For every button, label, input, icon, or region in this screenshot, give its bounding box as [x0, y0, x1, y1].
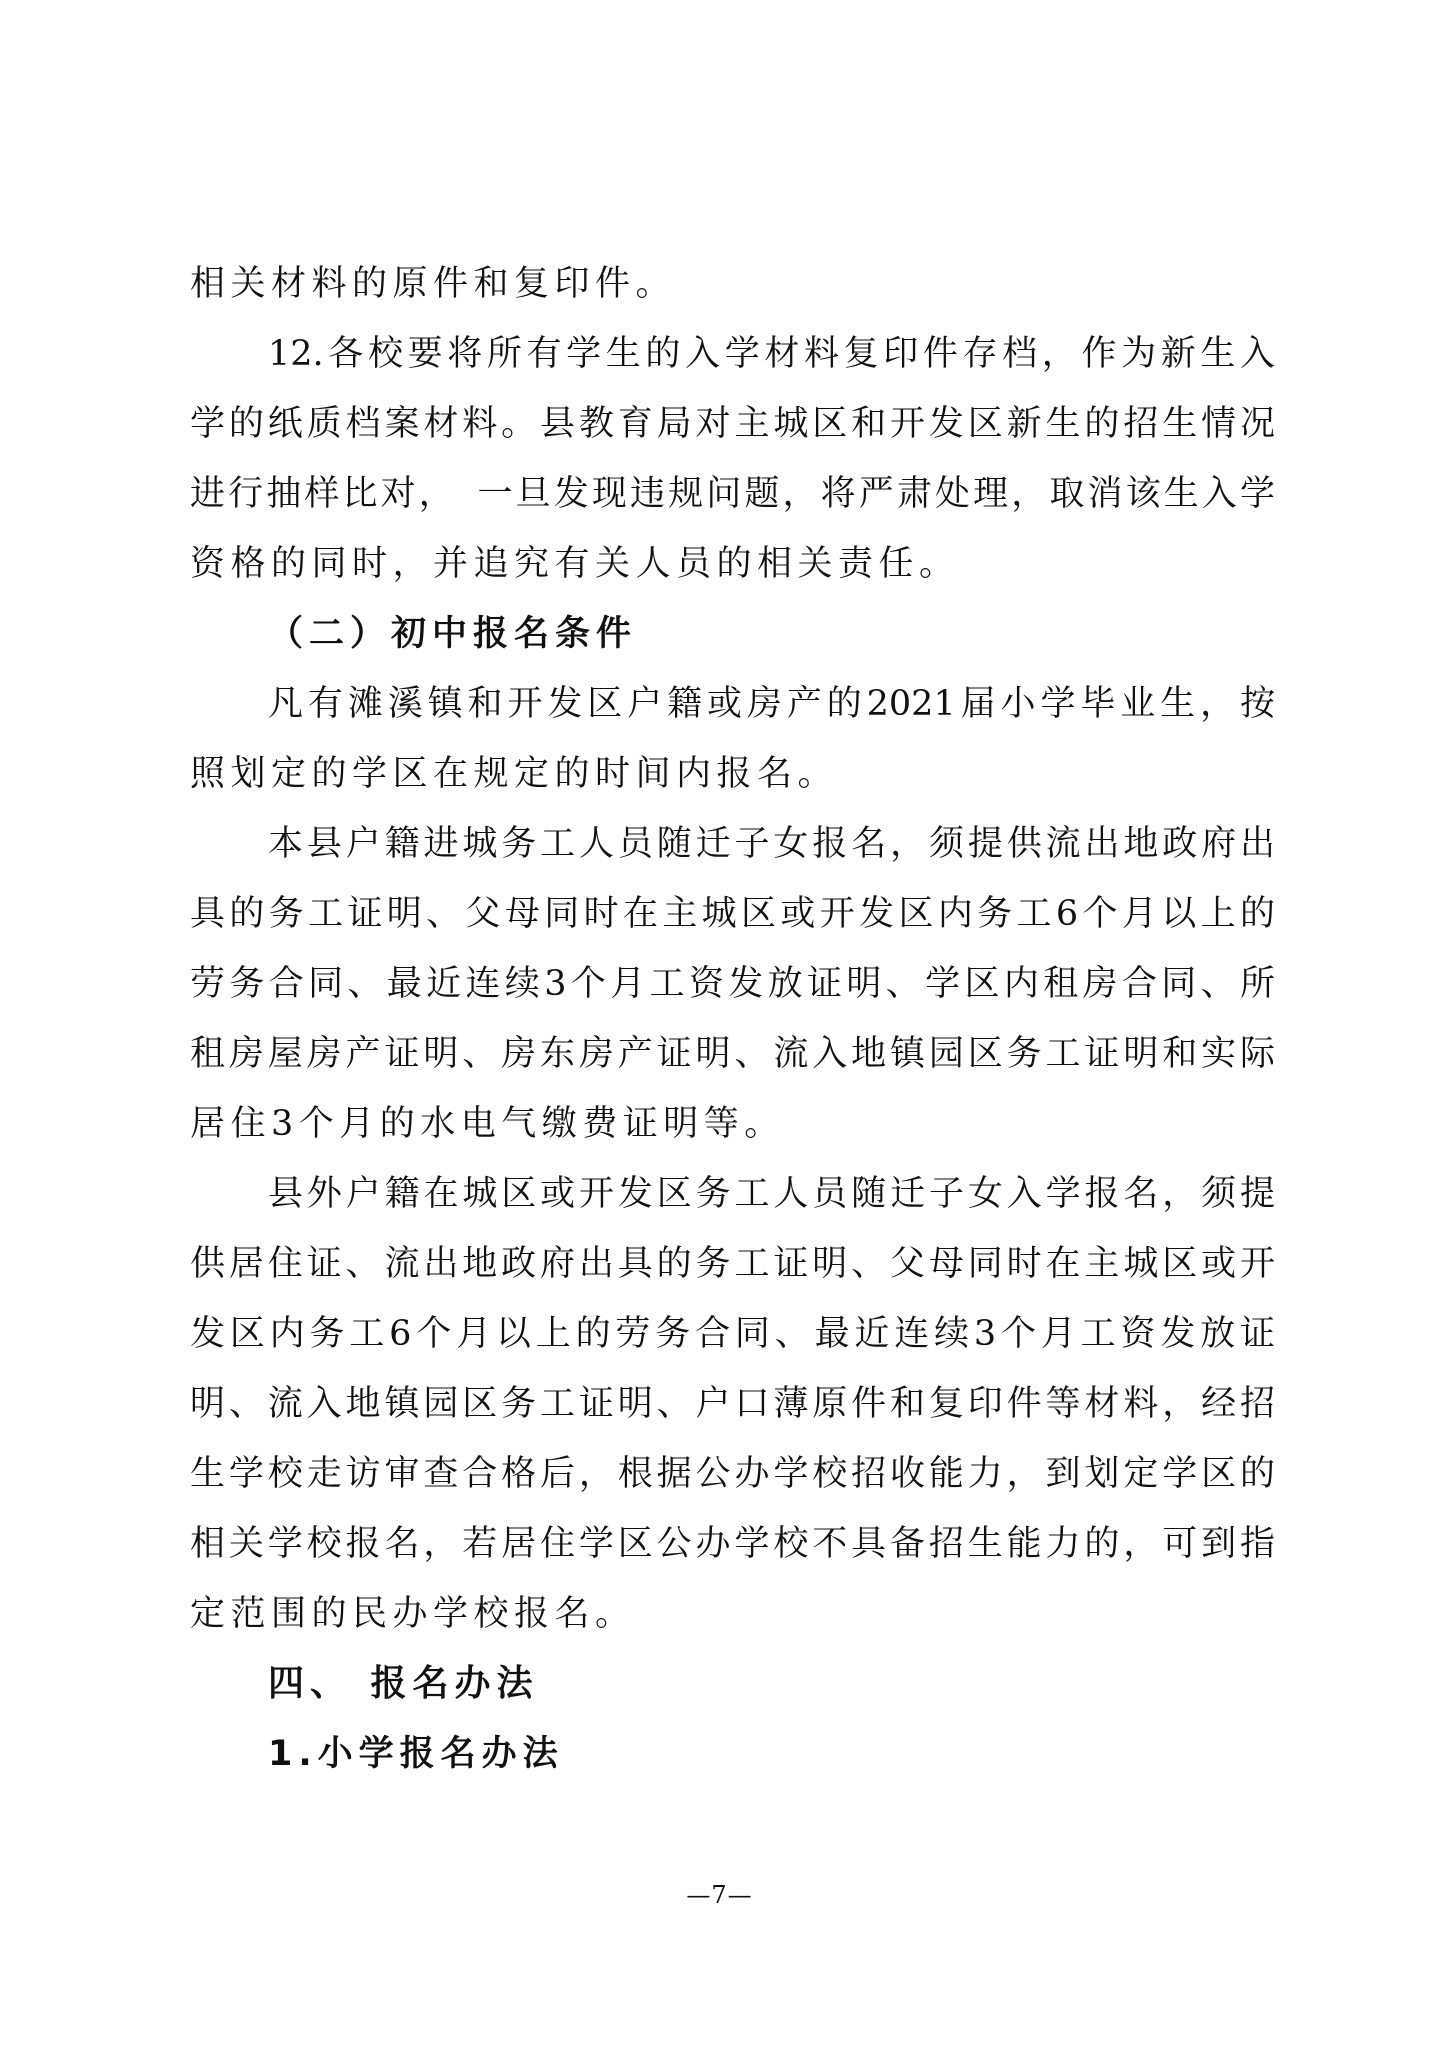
paragraph-line: 相关材料的原件和复印件。 [190, 264, 677, 304]
paragraph-line: 凡有滩溪镇和开发区户籍或房产的2021届小学毕业生，按 [268, 684, 1275, 724]
paragraph-line: 供居住证、流出地政府出具的务工证明、父母同时在主城区或开 [190, 1244, 1275, 1284]
paragraph-line: 资格的同时，并追究有关人员的相关责任。 [190, 544, 960, 584]
paragraph-line: 本县户籍进城务工人员随迁子女报名，须提供流出地政府出 [268, 824, 1275, 864]
paragraph-line: 居住3个月的水电气缴费证明等。 [190, 1104, 785, 1144]
paragraph-line: 相关学校报名，若居住学区公办学校不具备招生能力的，可到指 [190, 1524, 1275, 1564]
paragraph-line: 劳务合同、最近连续3个月工资发放证明、学区内租房合同、所 [190, 964, 1275, 1004]
paragraph-line: 定范围的民办学校报名。 [190, 1594, 636, 1634]
paragraph-line: 学的纸质档案材料。县教育局对主城区和开发区新生的招生情况 [190, 404, 1275, 444]
section-heading: 四、 报名办法 [268, 1663, 539, 1704]
paragraph-line: 照划定的学区在规定的时间内报名。 [190, 754, 839, 794]
paragraph-line: 12.各校要将所有学生的入学材料复印件存档，作为新生入 [268, 334, 1275, 374]
section-heading: （二）初中报名条件 [268, 614, 638, 654]
paragraph-line: 生学校走访审查合格后，根据公办学校招收能力，到划定学区的 [190, 1454, 1275, 1494]
paragraph-line: 具的务工证明、父母同时在主城区或开发区内务工6个月以上的 [190, 894, 1275, 934]
paragraph-line: 进行抽样比对， 一旦发现违规问题，将严肃处理，取消该生入学 [190, 474, 1275, 514]
subsection-heading: 1.小学报名办法 [268, 1734, 564, 1774]
paragraph-line: 租房屋房产证明、房东房产证明、流入地镇园区务工证明和实际 [190, 1034, 1275, 1074]
paragraph-line: 发区内务工6个月以上的劳务合同、最近连续3个月工资发放证 [190, 1314, 1275, 1354]
paragraph-line: 明、流入地镇园区务工证明、户口薄原件和复印件等材料，经招 [190, 1384, 1275, 1424]
page-number: —7— [686, 1881, 753, 1909]
paragraph-line: 县外户籍在城区或开发区务工人员随迁子女入学报名，须提 [268, 1174, 1275, 1214]
